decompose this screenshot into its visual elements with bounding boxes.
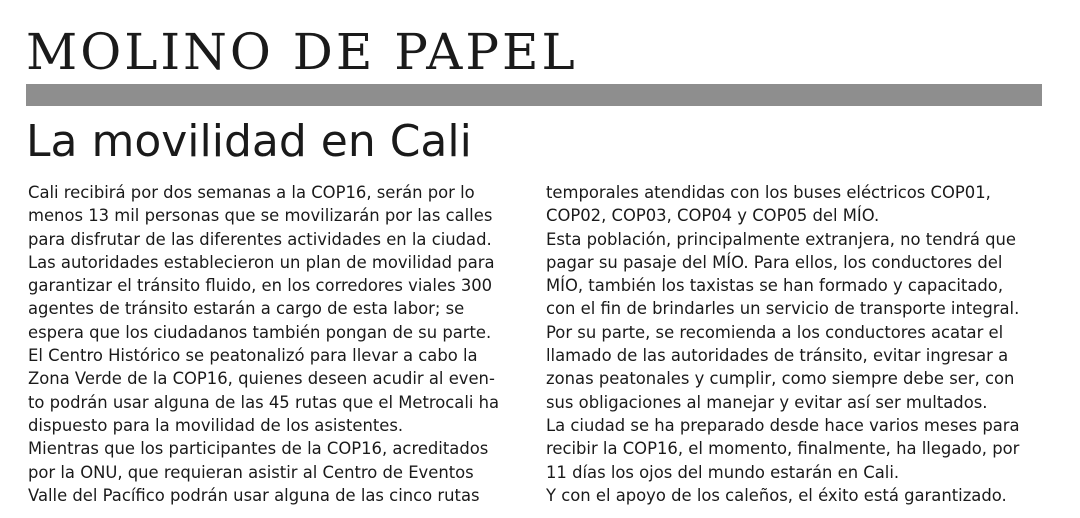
text-line: COP02, COP03, COP04 y COP05 del MÍO. <box>546 206 880 226</box>
article-column-right <box>546 181 1046 507</box>
text-line: MÍO, también los taxistas se han formado y capacitado, <box>546 276 1004 296</box>
text-line: Valle del Pacífico podrán usar alguna de las cinco rutas <box>28 485 480 505</box>
text-line: Las autoridades establecieron un plan de movilidad para <box>28 252 495 272</box>
text-line: agentes de tránsito estarán a cargo de esta labor; se <box>28 299 465 319</box>
gray-rule-bar <box>26 84 1042 106</box>
text-line: La ciudad se ha preparado desde hace varios meses para <box>546 415 1020 435</box>
text-line: recibir la COP16, el momento, finalmente, ha llegado, por <box>546 439 1020 459</box>
text-line: sus obligaciones al manejar y evitar así ser multados. <box>546 392 988 412</box>
text-line: temporales atendidas con los buses eléctricos COP01, <box>546 183 991 202</box>
article-headline: La movilidad en Cali <box>26 116 472 167</box>
text-line: Mientras que los participantes de la COP16, acreditados <box>28 439 489 459</box>
text-line: to podrán usar alguna de las 45 rutas que el Metrocali ha <box>28 392 500 412</box>
text-line: dispuesto para la movilidad de los asistentes. <box>28 415 404 435</box>
text-line: garantizar el tránsito fluido, en los corredores viales 300 <box>28 276 493 296</box>
text-line: menos 13 mil personas que se movilizarán por las calles <box>28 206 493 226</box>
text-line: Cali recibirá por dos semanas a la COP16, serán por lo <box>28 183 475 202</box>
text-line: espera que los ciudadanos también pongan de su parte. <box>28 322 492 342</box>
article-column-left <box>28 181 528 507</box>
text-line: Esta población, principalmente extranjera, no tendrá que <box>546 229 1016 249</box>
text-line: 11 días los ojos del mundo estarán en Cali. <box>546 462 900 482</box>
text-line: El Centro Histórico se peatonalizó para llevar a cabo la <box>28 346 478 366</box>
text-line: Por su parte, se recomienda a los conductores acatar el <box>546 322 1004 342</box>
text-line: zonas peatonales y cumplir, como siempre debe ser, con <box>546 369 1015 389</box>
text-line: por la ONU, que requieran asistir al Centro de Eventos <box>28 462 474 482</box>
text-line: Zona Verde de la COP16, quienes deseen acudir al even- <box>28 369 495 389</box>
text-line: Y con el apoyo de los caleños, el éxito está garantizado. <box>546 485 1007 505</box>
text-line: llamado de las autoridades de tránsito, evitar ingresar a <box>546 346 1009 366</box>
section-title: MOLINO DE PAPEL <box>26 23 578 81</box>
text-line: para disfrutar de las diferentes actividades en la ciudad. <box>28 229 492 249</box>
text-line: con el fin de brindarles un servicio de transporte integral. <box>546 299 1020 319</box>
text-line: pagar su pasaje del MÍO. Para ellos, los conductores del <box>546 252 1003 272</box>
